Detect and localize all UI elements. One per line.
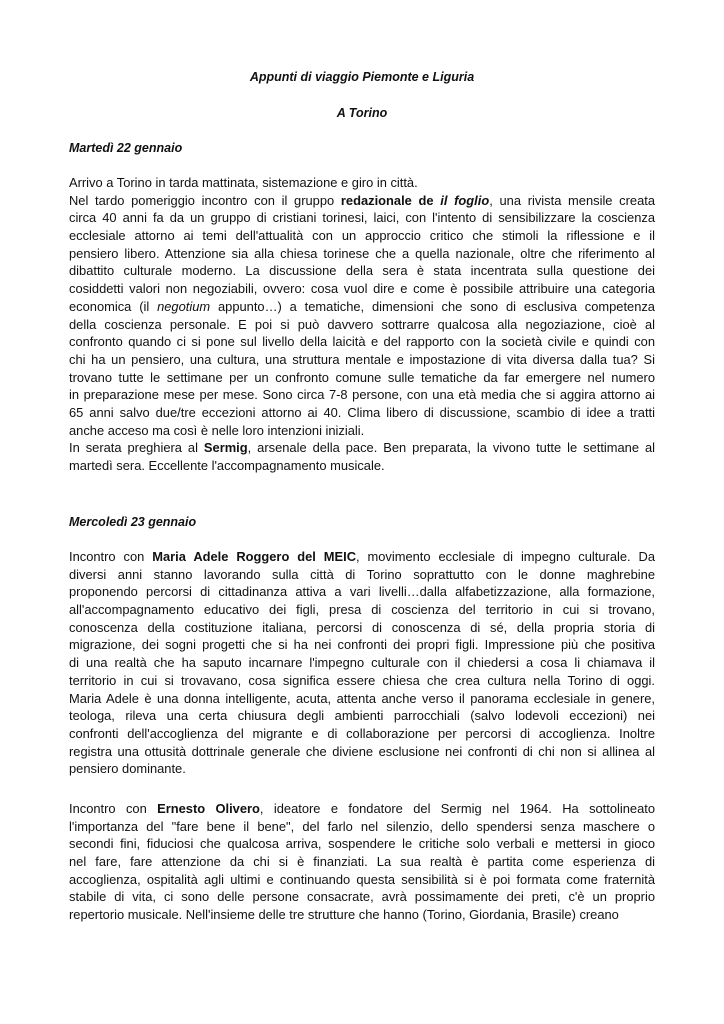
text-line: diversi anni stanno lavorando sulla città di Torino soprattutto con le donne maghrebine <box>69 566 655 582</box>
text-line: accoglienza, ospitalità agli ultimi e continuando questa sensibilità si è poi formata come fraternità <box>69 871 655 887</box>
text-line: In serata preghiera al Sermig, arsenale della pace. Ben preparata, la vivono tutte le settimane al <box>69 440 655 456</box>
text-line: Maria Adele è una donna intelligente, acuta, attenta anche verso il panorama ecclesiale in genere, <box>69 690 655 706</box>
text-line: confronto quando ci si pone sul livello della laicità e del rapporto con la società civile e quindi con <box>69 334 655 350</box>
paragraph-olivero <box>69 800 655 924</box>
text-line: Incontro con Maria Adele Roggero del MEIC, movimento ecclesiale di impegno culturale. Da <box>69 549 656 564</box>
text-line: conoscenza della costituzione italiana, percorsi di conoscenza di sé, della propria storia di <box>69 619 655 635</box>
text-line: ecclesiale attorno ai temi dell'attualità con un approccio critico che stimoli la riflessione e il <box>69 228 655 244</box>
text-line: territorio in cui si trovavano, cosa significa essere chiesa che crea cultura nella Torino di oggi. <box>69 672 655 688</box>
text-line: stabile di vita, ci sono delle persone consacrate, avrà possimamente dei preti, c'è un proprio <box>69 889 655 905</box>
text-line: confronti dell'accoglienza del migrante e di collaborazione per percorsi di accoglienza. Inoltre <box>69 725 655 741</box>
text-line: Arrivo a Torino in tarda mattinata, sistemazione e giro in città. <box>69 175 418 190</box>
text-line: l'importanza del "fare bene il bene", del farlo nel silenzio, dello spendersi senza maschere o <box>69 818 655 834</box>
text-line: chi ha un pensiero, una cultura, una struttura mentale e impostazione di vita diversa dalla tua? Si <box>69 351 655 367</box>
paragraph-meic <box>69 548 655 778</box>
text-line: 65 anni salvo due/tre eccezioni attorno ai 40. Clima libero di discussione, scambio di idee a tratti <box>69 404 655 420</box>
text-line: registra una ottusità dottrinale generale che diviene esclusione nei confronti di chi non si allinea al <box>69 743 655 759</box>
section-heading-day1: Martedì 22 gennaio <box>69 141 183 155</box>
text-line: secondi fini, fiduciosi che qualcosa arriva, sospendere le critiche solo verbali e mettersi in gioco <box>69 836 655 852</box>
text-line: proponendo percorsi di cittadinanza attiva a vari livelli…dalla alfabetizzazione, alla formazione, <box>69 584 655 600</box>
document-subtitle: A Torino <box>336 106 388 120</box>
text-line: della coscienza personale. E poi si può davvero sottrarre qualcosa alla negoziazione, cioè al <box>69 316 655 332</box>
paragraph-day1 <box>69 174 655 475</box>
text-line: in preparazione mese per mese. Sono circa 7-8 persone, con una età media che si aggira attorno ai <box>69 387 655 403</box>
text-line: teologa, rileva una certa chiusura degli ambienti parrocchiali (salvo lodevoli eccezioni) nei <box>69 708 655 724</box>
text-line: pensiero libero. Attenzione sia alla chiesa torinese che a quella nazionale, oltre che riferimento al <box>69 245 655 261</box>
text-line: repertorio musicale. Nell'insieme delle tre strutture che hanno (Torino, Giordania, Brasile) creano <box>69 907 619 923</box>
document-title: Appunti di viaggio Piemonte e Liguria <box>249 70 475 84</box>
text-line: circa 40 anni fa da un gruppo di cristiani torinesi, laici, con l'intento di sensibilizzare la coscienza <box>69 210 655 226</box>
text-line: anche acceso ma così è nelle loro intenzioni iniziali. <box>69 422 365 438</box>
text-line: Nel tardo pomeriggio incontro con il gruppo redazionale de il foglio, una rivista mensile creata <box>69 192 656 208</box>
text-line: trovano tutte le settimane per un confronto comune sulle tematiche da far emergere nel numero <box>69 369 655 385</box>
text-line: migrazione, dei sogni progetti che si ha nei confronti dei propri figli. Impressione più che positiva <box>69 637 655 653</box>
text-line: all'accompagnamento educativo dei figli, presa di coscienza del territorio in cui si trovano, <box>69 602 655 618</box>
text-line: cosiddetti valori non negoziabili, ovvero: cosa vuol dire e come è possibile attribuire una categoria <box>69 281 655 297</box>
text-line: nel fare, fare attenzione da chi si è finanziati. La sua realtà è partita come esperienza di <box>69 854 655 870</box>
text-line: pensiero dominante. <box>69 761 186 777</box>
text-line: dibattito culturale moderno. La discussione della sera è stata incentrata sulla questione dei <box>69 263 655 279</box>
text-line: Incontro con Ernesto Olivero, ideatore e fondatore del Sermig nel 1964. Ha sottolineato <box>69 801 656 816</box>
text-line: economica (il negotium appunto…) a tematiche, dimensioni che sono di esclusiva competenza <box>69 298 655 314</box>
text-line: di una realtà che ha saputo incarnare l'impegno culturale con il chiedersi a cosa li chiamava il <box>69 655 655 671</box>
text-line: martedì sera. Eccellente l'accompagnamento musicale. <box>69 458 385 473</box>
section-heading-day2: Mercoledì 23 gennaio <box>69 515 197 529</box>
